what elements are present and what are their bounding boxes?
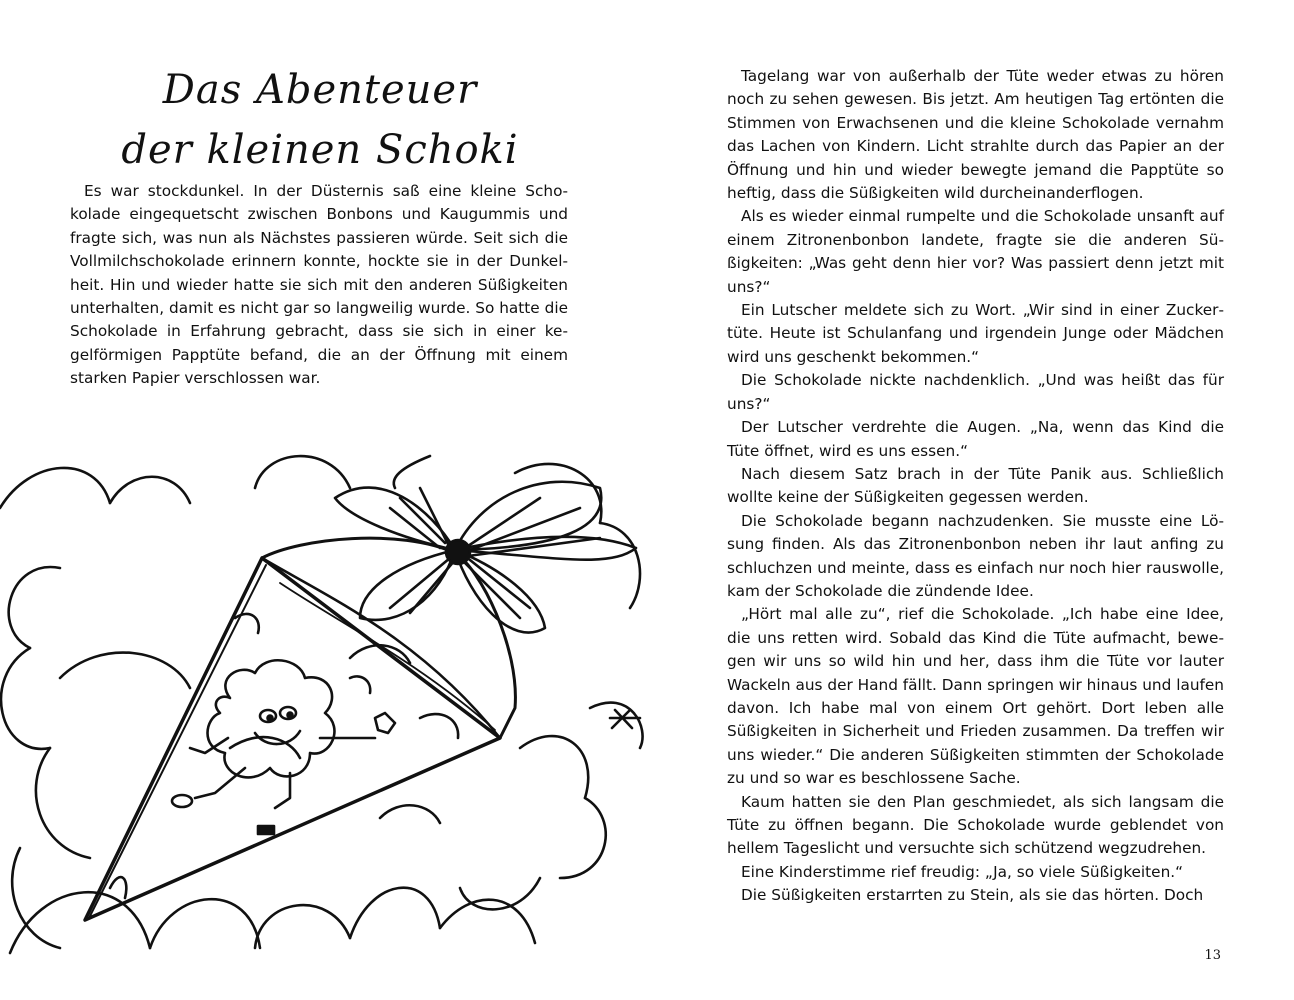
paragraph: Tagelang war von außerhalb der Tüte weder etwas zu hören noch zu sehen gewesen. Bis jetzt. Am heutigen Tag ertönten die Stimmen von Erwachsenen und die kleine Schokolade vernahm das Lachen von Kindern. Licht strahlte durch das Papier an der Öffnung und hin und wieder bewegte jemand die Papptüte so heftig, dass die Süßigkeiten wild durcheinanderflogen.	[727, 67, 1224, 203]
story-title-line-1: Das Abenteuer	[162, 67, 478, 113]
left-page-text	[70, 180, 568, 391]
right-page	[647, 0, 1294, 1000]
paragraph: Die Schokolade nickte nachdenklich. „Und was heißt das für uns?“	[727, 371, 1224, 413]
paragraph: Eine Kinderstimme rief freudig: „Ja, so viele Süßigkeiten.“	[741, 862, 1184, 881]
cloud-background	[0, 456, 643, 953]
paragraph: Die Süßigkeiten erstarrten zu Stein, als sie das hörten. Doch	[741, 886, 1204, 905]
paragraph: „Hört mal alle zu“, rief die Schokolade. „Ich habe eine Idee, die uns retten wird. Sobald das Kind die Tüte aufmacht, bewegen wir uns so wild hin und her, dass ihm die Tüte vor lauter Wackeln aus der Hand fällt. Dann springen wir hinaus und laufen davon. Ich habe mal von einem Ort gehört. Dort leben alle Süßigkeiten in Sicherheit und Frieden zusammen. Da treffen wir uns wieder.“ Die anderen Süßigkeiten stimmten der Schokolade zu und so war es beschlossene Sache.	[727, 605, 1224, 788]
paragraph: Es war stockdunkel. In der Düsternis saß eine kleine Schokolade eingequetscht zwischen Bonbons und Kaugummis und fragte sich, was nun als Nächstes passieren würde. Seit sich die Vollmilchschokolade erinnern konnte, hockte sie in der Dunkelheit. Hin und wieder hatte sie sich mit den anderen Süßigkeiten unterhalten, damit es nicht gar so langweilig wurde. So hatte die Schokolade in Erfahrung gebracht, dass sie sich in einer kegelförmigen Papptüte befand, die an der Öffnung mit einem starken Papier verschlossen war.	[70, 182, 568, 388]
school-cone-illustration	[0, 448, 647, 958]
story-title-line-2: der kleinen Schoki	[121, 127, 519, 173]
paragraph: Die Schokolade begann nachzudenken. Sie musste eine Lösung finden. Als das Zitronenbonbon neben ihr laut anfing zu schluchzen und meinte, dass es einfach nur noch hier rauswolle, kam der Schokolade die zündende Idee.	[727, 511, 1224, 600]
paragraph: Als es wieder einmal rumpelte und die Schokolade unsanft auf einem Zitronenbonbon landete, fragte sie die anderen Süßigkeiten: „Was geht denn hier vor? Was passiert denn jetzt mit uns?“	[727, 207, 1224, 296]
paragraph: Kaum hatten sie den Plan geschmiedet, als sich langsam die Tüte zu öffnen begann. Die Schokolade wurde geblendet von hellem Tageslicht und versuchte sich schützend wegzudrehen.	[727, 792, 1224, 858]
story-title	[120, 60, 520, 180]
page-number: 13	[1204, 948, 1221, 963]
school-cone	[85, 538, 515, 920]
right-page-text	[727, 65, 1224, 908]
paragraph: Nach diesem Satz brach in der Tüte Panik aus. Schließlich wollte keine der Süßigkeiten gegessen werden.	[727, 464, 1224, 507]
paragraph: Der Lutscher verdrehte die Augen. „Na, wenn das Kind die Tüte öffnet, wird es uns essen.“	[727, 418, 1224, 460]
paragraph: Ein Lutscher meldete sich zu Wort. „Wir sind in einer Zuckertüte. Heute ist Schulanfang und irgendein Junge oder Mädchen wird uns geschenkt bekommen.“	[727, 301, 1224, 366]
